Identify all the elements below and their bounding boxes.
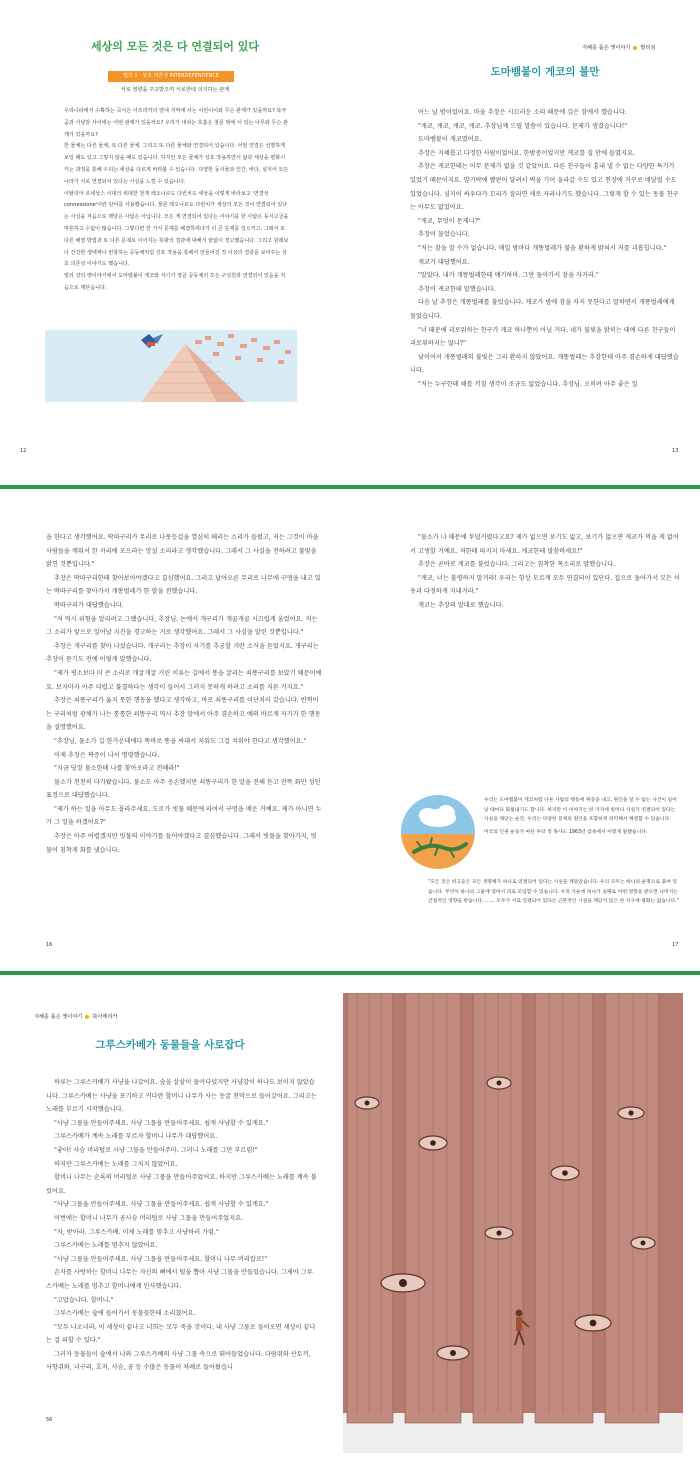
page-17	[350, 489, 700, 971]
paragraph: 추장은 지혜롭고 다정한 사람이었어요. 한밤중이었지만 게코를 집 안에 들였지요.	[418, 149, 635, 157]
page-number: 17	[672, 942, 679, 948]
running-header	[582, 44, 655, 51]
spread-2	[0, 489, 700, 971]
page-16	[0, 489, 350, 971]
story-text	[46, 1076, 318, 1375]
paragraph: "고맙습니다. 할머니."	[54, 1296, 114, 1304]
intro-text	[64, 106, 290, 295]
story-text	[410, 531, 682, 613]
paragraph: "추장님, 물소가 길 한가운데에다 똑바로 똥을 싸대서 치워도 그걸 치워야 한다고 생각했어요."	[54, 737, 307, 745]
page-12	[0, 0, 350, 485]
paragraph: 그루스카베는 노래를 멈추지 않았어요.	[54, 1242, 158, 1250]
sidebar-paragraph: 우리는 도마뱀붙이 게코처럼 다른 사람의 행동에 짜증을 내고, 원인을 알 수 없는 사건이 일어날 때마다 화를내기도 합니다. 하지만 이 이야기는 한 가지에 빛이나 사실가 연결되어 있다는 사실을 깨닫는 순간, 우리는 다양한 문제의 원인을 포함하게 파악해서 해결할 수 있습니다.	[484, 798, 677, 823]
spread-3	[0, 975, 700, 1458]
paragraph: 우리나라에서 수확하는 곡식은 아프리카의 열대 지역에 사는 어린이이와 무슨 관계가 있을까요? 북극곰과 사냥감 사이에는 어떤 관계가 있을까요? 우리가 내쉬는 호흡은 창문 밖에 서 있는 나무와 무슨 관계가 있을까요?	[64, 108, 288, 138]
paragraph: 게코가 대답했어요.	[418, 258, 470, 266]
paragraph: 도마뱀붙이 게코였어요.	[418, 136, 482, 144]
paragraph: "지금 당장 물소한테 나를 찾아오라고 전해라!"	[54, 765, 180, 773]
story-title: 도마뱀붙이 게코의 불만	[490, 66, 600, 78]
story-text	[410, 106, 682, 391]
paragraph: 손자를 사랑하는 할머니 나무는 자신의 뼈에서 털을 뽑아 사냥 그물을 만들었습니다. 그제야 그루스카베는 노래를 멈추고 할머니에게 인사했습니다.	[46, 1269, 313, 1290]
paragraph: 추장은 딱따구리한테 찾아보아야겠다고 결심했어요. 그리고 날아오른 무리로 나무에 구멍을 내고 있는 딱따구리를 찾아가서 개똥벌레가 한 말을 전했습니다.	[46, 574, 321, 596]
king-quote: "모든 것은 떠고들은 모든 생명체가 하나로 연결되어 있다는 사실을 깨달았습니다. 우리 모두는 하나의 운명으로 묶여 있습니다. 무엇이 하나의 그물에 엮여서 피로 모입할 수 있습니다. 우리 가운데 하나가 실패로 어떤 영향을 받으면 나머지는 간접적인 영향을 받습니다. …… 모두가 서로 연결되어 있다는 근본적인 사실을 깨닫지 않은 한 지구에 평화는 없습니다."	[428, 880, 679, 905]
paragraph: 추장은 곧바로 게코를 불렀습니다. 그리고는 침착한 목소리로 말했습니다.	[418, 561, 616, 569]
pyramid-illustration	[45, 330, 297, 402]
page-13	[350, 0, 700, 485]
paragraph: 하루는 그루스카베가 사냥을 나갔어요. 숲을 샅샅이 돌아다녔지만 사냥감이 하나도 보이지 않았습니다. 그루스카베는 사냥을 포기하고 커다란 할머니 나무가 사는 동굴 천막으로 들어갔어요. 그리고는 노래를 부르기 시작했습니다.	[46, 1079, 317, 1114]
sidebar-paragraph: 미국의 인권 운동가 마틴 루터 킹 목사도 1963년 감옥에서 이렇게 말했습니다.	[484, 829, 648, 835]
paragraph: 을 한다고 생각했어요. 딱따구리가 무리로 나뭇등걸을 열심히 때리는 소리가 들렸고, 저는 그것이 마을 사람들을 깨워서 한 자리에 모으라는 망설 소리라고 생각했습니다. 그래서 그 사실을 전하려고 불빛을 밝힌 것뿐입니다."	[46, 534, 319, 569]
paragraph: 추장은 개구리를 찾아 나섰습니다. 개구리는 추장이 자기를 추궁할 거란 소식을 듣었지요. 개구리는 추장이 묻기도 전에 이렇게 말했습니다.	[46, 642, 319, 664]
bullet-icon	[633, 46, 637, 50]
story-text	[46, 531, 322, 857]
paragraph: 추장이 게코한테 말했습니다.	[418, 285, 496, 293]
paragraph: "알았다. 내가 개똥벌레한테 얘기하마. 그만 돌아가서 잠을 자거라."	[418, 272, 599, 280]
page-number: 16	[46, 942, 53, 948]
paragraph: 할머니 나무는 순록의 머리털로 사냥 그물을 만들어주었어요. 하지만 그루스카베는 노래를 계속 불렀어요.	[46, 1174, 317, 1195]
spread-1	[0, 0, 700, 485]
running-header	[34, 1013, 117, 1020]
paragraph: 이번에는 할머니 나무가 곰사슴 머리털로 사냥 그물을 만들어주었지요.	[54, 1214, 244, 1222]
paragraph: "게코, 무엇이 문제니?"	[418, 217, 481, 225]
paragraph: 이탈리아 르네상스 시대의 위대한 천재 레오나르도 다빈치도 세상을 이렇게 바라보고 '연결성 connessione'이란 단어를 사용했습니다. 물론 레오나르도 다빈치가 세상의 모든 것이 연결되어 있다는 사실을 처음으로 깨달은 사람은 아닙니다. 모든 게 연결되어 있다는 이야기를 한 사람은 동서고금을 막론하고 수없이 많습니다. 그렇다면 한 가지 문제를 해결하려다가 더 큰 문제를 일으키고, 그래서 또 다른 해결 방법과 또 다른 문제로 이어지는 뜻밖의 결과에 대해서 끝없이 경고했습니다. 그리고 원래보다 건강한 생태계나 번창하는 공동체처럼 상호 작용을 통해서 만들어진 것 이상의 결과를 보여주는 상호 의존성 이야기도 했습니다.	[64, 190, 289, 268]
page-number: 56	[46, 1417, 53, 1423]
page-number: 12	[20, 448, 27, 454]
paragraph: "물소가 나 때문에 투덜거렸다고요? 제가 없으면 보기도 없고, 보기가 없으면 게코가 먹을 게 없어서 고생할 거예요. 저한테 따지지 마세요. 게코한테 말씀하세요!"	[410, 534, 679, 555]
paragraph: 딱따구리가 대답했습니다.	[54, 601, 124, 609]
paragraph: 추장이 물었습니다.	[418, 231, 470, 239]
paragraph: "사냥 그물을 만들어주세요. 사냥 그물을 만들어주세요. 할머니 나무 머리칼로!"	[54, 1255, 268, 1263]
story-title: 그루스카베가 동물들을 사로잡다	[95, 1039, 245, 1051]
bullet-icon	[85, 1015, 89, 1019]
paragraph: "저는 잠을 잘 수가 없습니다. 매일 밤마다 개똥벌레가 불을 환하게 밝혀서 저를 괴롭힙니다."	[418, 244, 667, 252]
paragraph: 낮이어서 개똥벌레의 불빛은 그리 환하지 않았어요. 개똥벌레는 추장한테 아주 겸손하게 대답했습니다.	[410, 353, 679, 375]
law-subtitle: 서로 영향을 주고받으며 서로한테 의지하는 관계	[120, 87, 230, 93]
paragraph: "자, 받아라. 그루스카베. 이제 노래를 멈추고 사냥하러 가렴."	[54, 1228, 219, 1236]
paragraph: 빌리 샹의 옛이야기에서 도마뱀붙이 게코와 자기가 정글 공동체의 모든 구성원과 연결되어 있음을 처음으로 깨닫습니다.	[64, 273, 286, 291]
paragraph: "게코, 너는 불평하지 말거라! 우리는 항상 모르게 모두 연결되어 있단다. 집으로 돌아가서 모든 이웃과 다정하게 지내거라."	[410, 574, 680, 596]
paragraph: "저는 누구한테 해를 끼칠 생각이 조금도 없었습니다. 추장님. 오히려 아주 좋은 일	[418, 380, 638, 388]
paragraph: 하지만 그루스카베는 노래를 그치지 않았어요.	[54, 1160, 178, 1168]
paragraph: "너 때문에 괴로워하는 친구가 게코 하나뿐이 아닐 거다. 네가 불빛을 밝히는 데에 다른 친구들이 괴로워하지는 않니?"	[410, 326, 676, 348]
paragraph: 이제 추장은 짜증이 나서 명령했습니다.	[54, 751, 160, 759]
paragraph: "사냥 그물을 만들어주세요. 사냥 그물을 만들어주세요. 쉽게 사냥할 수 있게요."	[54, 1201, 269, 1209]
paragraph: "사냥 그물을 만들어주세요. 사냥 그물을 만들어주세요. 쉽게 사냥할 수 있게요."	[54, 1119, 269, 1127]
paragraph: "저 역시 위험을 알리려고 그랬습니다, 추장님. 논에서 개구리가 개골개골 시끄럽게 울었어요. 저는 그 소리가 앞으로 일어날 지진을 경고하는 거로 생각했어요. 그래서 그 사실을 알린 것뿐입니다."	[46, 615, 318, 637]
header-region: 발리섬	[640, 45, 656, 51]
paragraph: "제가 하는 일을 아무도 몰라주세요. 도로가 빗물 때문에 파여서 구멍을 메운 거예요. 제가 아니면 누가 그 일을 하겠어요?"	[46, 805, 322, 827]
paragraph: 그루스카베는 숲에 들어가서 동물들한테 소리쳤어요.	[54, 1310, 196, 1318]
paragraph: 추장은 쇠똥구리가 옳지 못한 행동을 했다고 생각하고, 바로 쇠똥구리를 이단치러 갔습니다. 반짝이는 구리처럼 광채가 나는 통통한 쇠똥구리 역시 추장 앞에서 아주 겸손하고 예의 바르게 자기가 한 행동을 설명했어요.	[46, 697, 321, 732]
paragraph: 어느 날 밤이었어요. 마을 추장은 시끄러운 소리 때문에 깊은 잠에서 깼습니다.	[418, 109, 627, 116]
header-series: 지혜를 품은 옛이야기	[34, 1014, 83, 1020]
sidebar-text	[484, 796, 680, 837]
paragraph: 다음 날 추장은 개똥벌레를 불렀습니다. 게코가 밤에 잠을 자지 못한다고 말하면서 개똥벌레에게 물었습니다.	[410, 299, 675, 320]
paragraph: 물소가 천천히 다가왔습니다. 물소도 아주 공손했지만 쇠똥구리가 한 말을 전해 듣고 잔뜩 화만 성인 표정으로 대답했습니다.	[46, 778, 321, 800]
page-number: 13	[672, 448, 679, 454]
chapter-title: 세상의 모든 것은 다 연결되어 있다	[91, 40, 259, 53]
paragraph: "게코, 게코, 게코, 게코. 추장님께 드릴 말씀이 있습니다. 문제가 생겼습니다!"	[418, 122, 628, 130]
gecko-cloud-illustration	[400, 794, 476, 870]
paragraph: 게코는 추장의 말대로 했습니다.	[418, 601, 504, 609]
page-56	[0, 975, 350, 1458]
paragraph: 추장은 게코한테는 아무 문제가 없을 것 같았어요. 다른 친구들이 흉내 낼 수 없는 다양한 특기가 있었기 때문이지요. 발가락에 빨판이 달려서 벽을 기어 올라갈 수도 있고 천장에 거꾸로 매달릴 수도 있었습니다. 심지어 싸우다가 꼬리가 잘리면 새로 자라나기도 했습니다. 그렇게 할 수 있는 동물 친구는 아무도 없었어요.	[410, 163, 679, 212]
paragraph: "모두 나오너라. 이 세상이 끝나고 너희는 모두 죽을 것이다. 내 사냥 그물로 들어오면 세상이 끝나는 걸 피할 수 있다."	[46, 1323, 316, 1345]
header-series: 지혜를 품은 옛이야기	[582, 45, 631, 51]
header-region: 북아메리카	[92, 1014, 118, 1020]
paragraph: 그러자 동물들이 숲에서 나와 그루스카베의 사냥 그물 속으로 뛰어들었습니다. 다람쥐와 산토끼, 사향쥐와, 너구리, 호저, 사슴, 곰 등 수많은 동물이 차례로 들어왔습니	[46, 1350, 311, 1372]
paragraph: 추장은 아주 어렵겠지만 빗물의 이야기를 들어야겠다고 결심했습니다. 그래서 빗물을 찾아가지, 빗물이 침착게 화를 냈습니다.	[46, 833, 317, 854]
paragraph: 한 물체는 다른 물체, 또 다른 물체, 그리고 또 다른 물체와 연결되어 있습니다. 어떤 연결은 선명하게 보일 때도 있고 그렇지 않을 때도 있습니다. 하지만 모든 물체가 상호 작용하면서 삶과 세상을 변화시키는 과정을 통해 우리는 세상을 다르게 바라볼 수 있습니다. 다양한 동식물과 인간, 바다, 심지어 모든 나라가 서로 연결되어 있다는 사실을 느낄 수 있습니다.	[64, 143, 289, 185]
law-badge: 법칙 1 · 상호 의존성 INTERDEPENDENCE	[108, 71, 234, 82]
forest-illustration	[343, 993, 683, 1453]
paragraph: "제가 평소보다 더 큰 소리로 개굴개굴 거린 이유는 길에서 똥을 굴리는 쇠똥구리를 보았기 때문이에요. 보자마자 아주 더럽고 불결하다는 생각이 들어서 그러지 못하게 하려고 소리를 지른 거지요."	[46, 669, 322, 691]
paragraph: 그루스카베가 계속 노래를 부르자 할머니 나무가 대답했어요.	[54, 1133, 218, 1141]
paragraph: "좋아! 사슴 머리털로 사냥 그물을 만들어주마. 그러니 노래를 그만 부르렴!"	[54, 1146, 258, 1154]
